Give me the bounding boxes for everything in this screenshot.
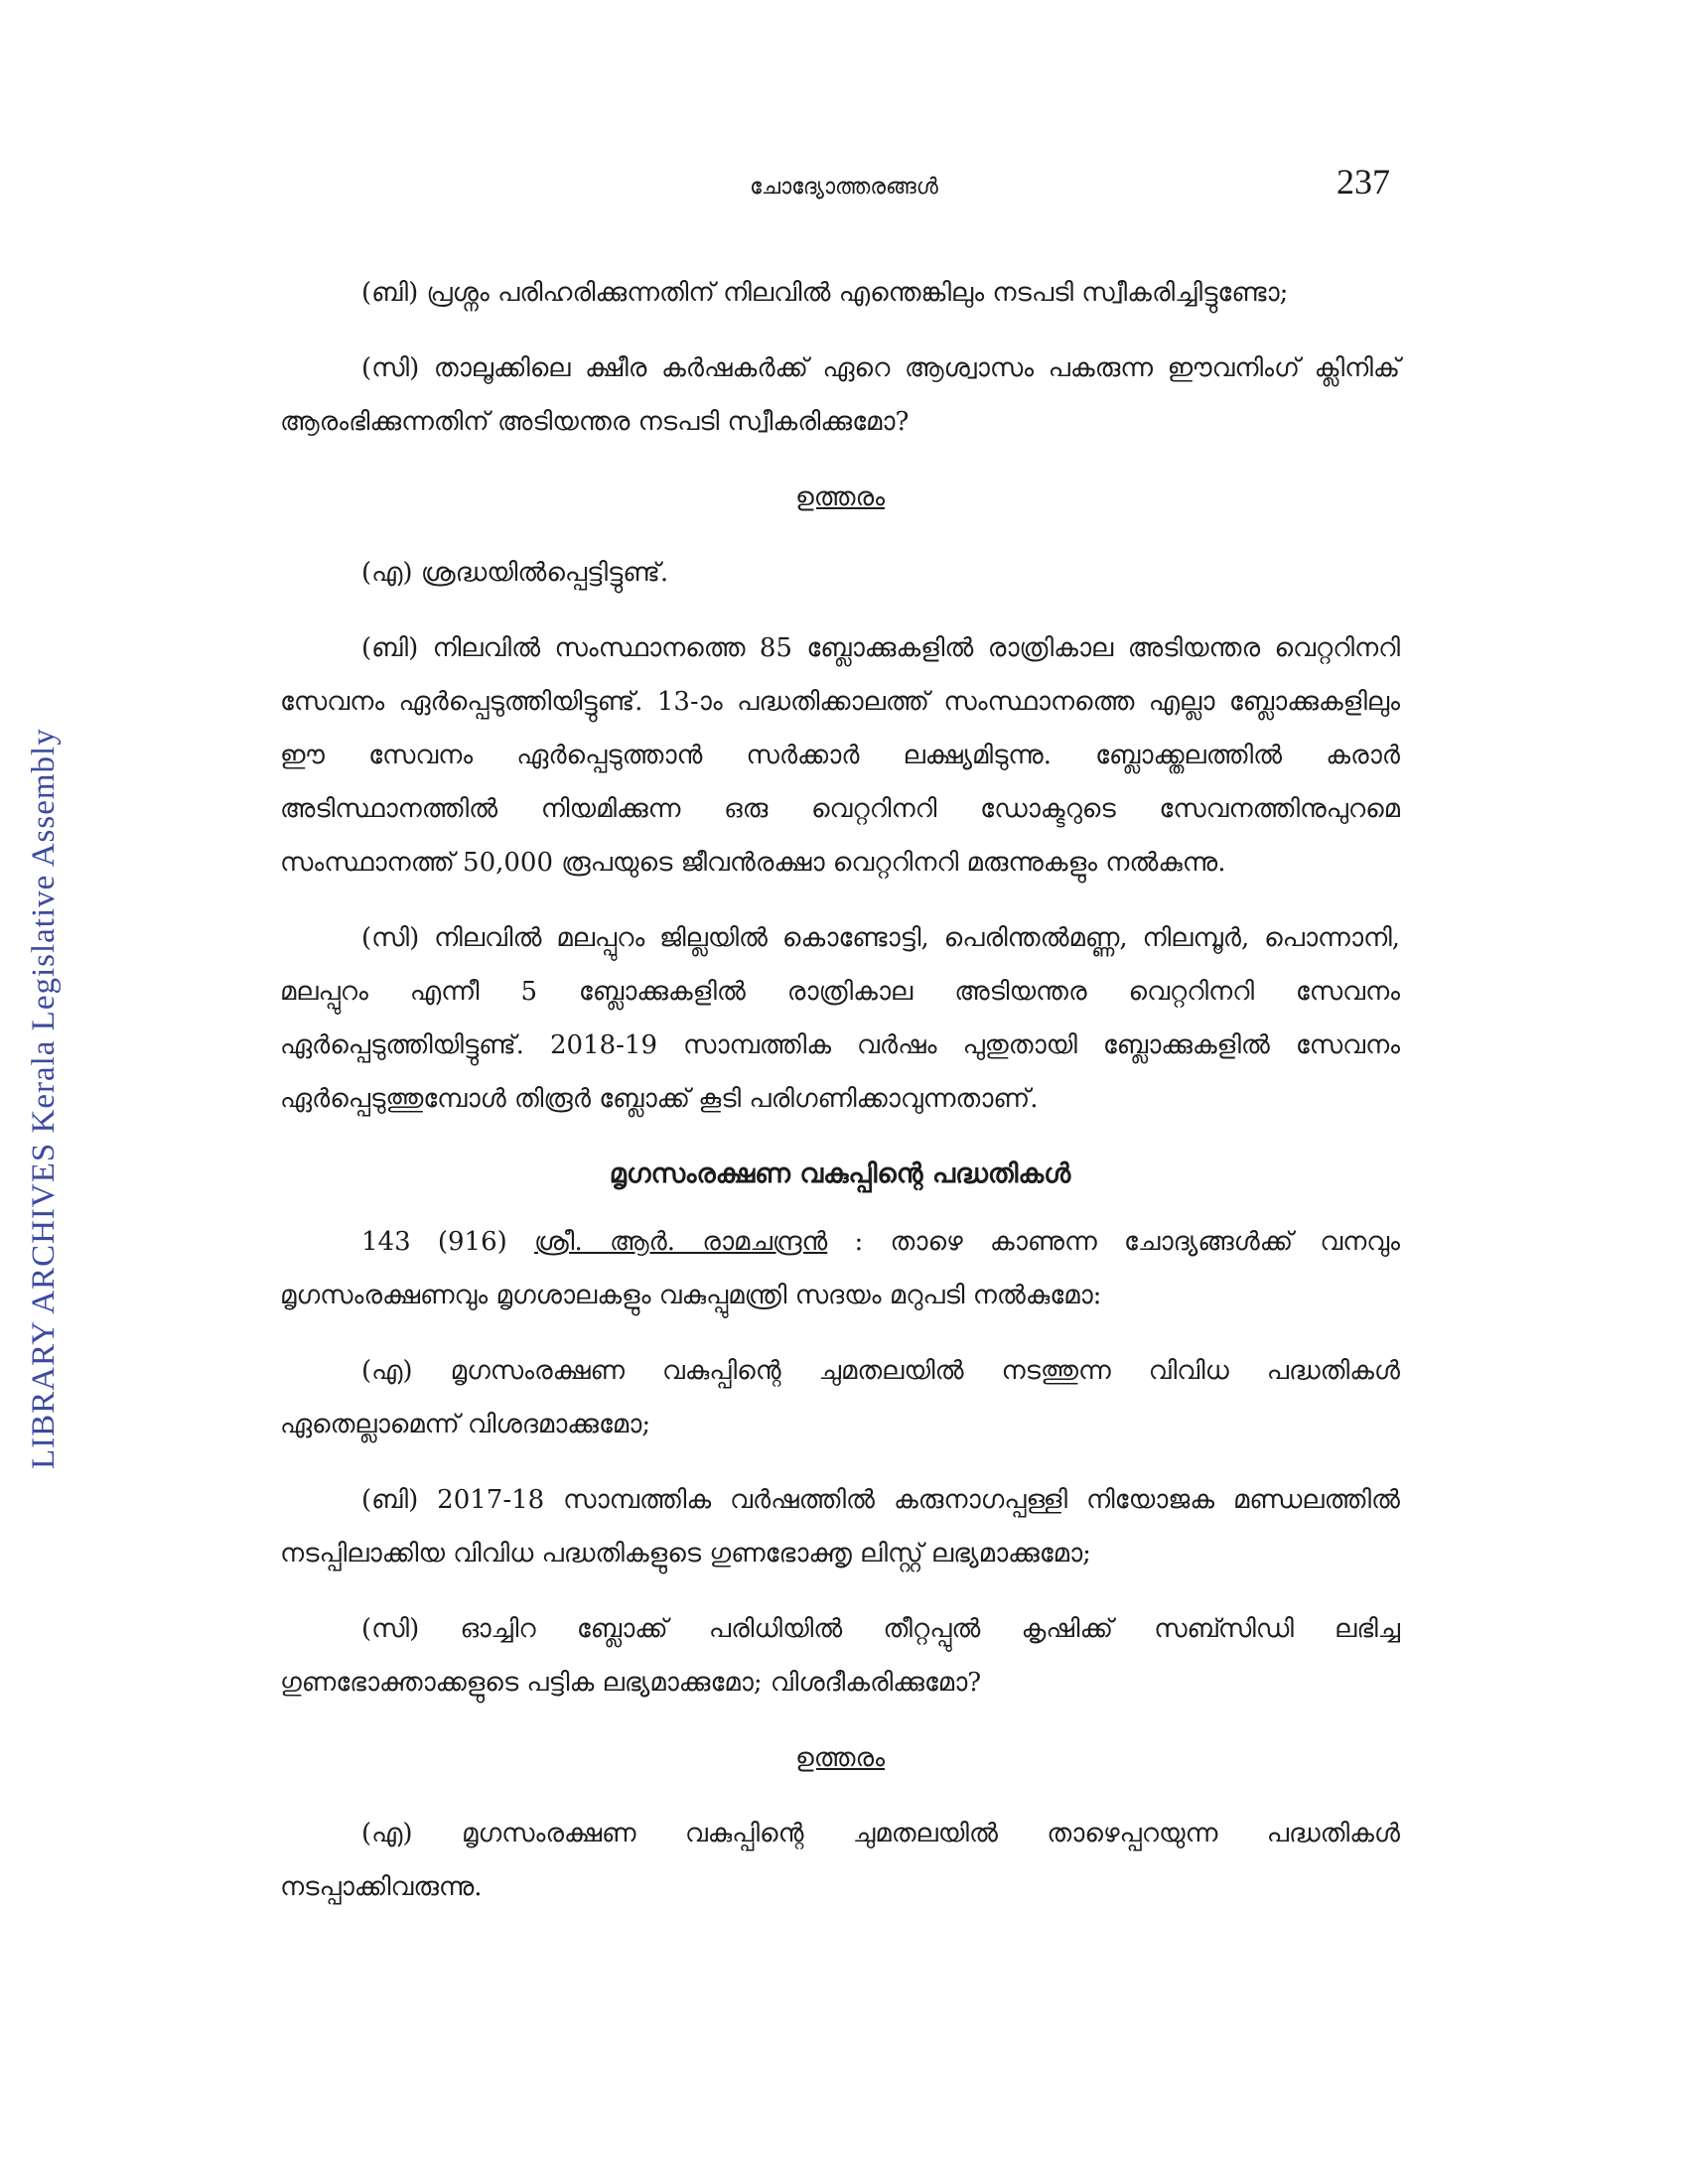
running-header: ചോദ്യോത്തരങ്ങൾ	[750, 175, 938, 200]
answer-c: (സി) നിലവിൽ മലപ്പുറം ജില്ലയിൽ കൊണ്ടോട്ടി, പെരിന്തൽമണ്ണ, നിലമ്പൂർ, പൊന്നാനി, മലപ്പുറം എന്നീ 5 ബ്ലോക്കുകളിൽ രാത്രികാല അടിയന്തര വെറ്ററിനറി സേവനം ഏർപ്പെടുത്തിയിട്ടുണ്ട്. 2018-19 സാമ്പത്തിക വർഷം പുതുതായി ബ്ലോക്കുകളിൽ സേവനം ഏർപ്പെടുത്തുമ്പോൾ തിരൂർ ബ്ലോക്ക് കൂടി പരിഗണിക്കാവുന്നതാണ്.	[280, 923, 1400, 1114]
answer-heading-2: ഉത്തരം	[795, 1743, 885, 1773]
answer-b: (ബി) നിലവിൽ സംസ്ഥാനത്തെ 85 ബ്ലോക്കുകളിൽ രാത്രികാല അടിയന്തര വെറ്ററിനറി സേവനം ഏർപ്പെടുത്തിയിട്ടുണ്ട്. 13-ാം പദ്ധതിക്കാലത്ത് സംസ്ഥാനത്തെ എല്ലാ ബ്ലോക്കുകളിലും ഈ സേവനം ഏർപ്പെടുത്താൻ സർക്കാർ ലക്ഷ്യമിടുന്നു. ബ്ലോക്ക്തലത്തിൽ കരാർ അടിസ്ഥാനത്തിൽ നിയമിക്കുന്ന ഒരു വെറ്ററിനറി ഡോക്ടറുടെ സേവനത്തിനുപുറമെ സംസ്ഥാനത്ത് 50,000 രൂപയുടെ ജീവൻരക്ഷാ വെറ്ററിനറി മരുന്നുകളും നൽകുന്നു.	[280, 633, 1400, 878]
question-number: 143 (916)	[361, 1227, 507, 1257]
question-143-b: (ബി) 2017-18 സാമ്പത്തിക വർഷത്തിൽ കരുനാഗപ്പള്ളി നിയോജക മണ്ഡലത്തിൽ നടപ്പിലാക്കിയ വിവിധ പദ്ധതികളുടെ ഗുണഭോക്തൃ ലിസ്റ്റ് ലഭ്യമാക്കുമോ;	[280, 1485, 1400, 1569]
section-title: മൃഗസംരക്ഷണ വകുപ്പിന്റെ പദ്ധതികൾ	[609, 1159, 1071, 1189]
question-143	[280, 1215, 1400, 1322]
question-143-c: (സി) ഓച്ചിറ ബ്ലോക്ക് പരിധിയിൽ തീറ്റപ്പുൽ കൃഷിക്ക് സബ്സിഡി ലഭിച്ച ഗുണഭോക്താക്കളുടെ പട്ടിക ലഭ്യമാക്കുമോ; വിശദീകരിക്കുമോ?	[280, 1614, 1400, 1698]
page-number: 237	[1336, 162, 1390, 202]
answer-a: (എ) ശ്രദ്ധയിൽപ്പെട്ടിട്ടുണ്ട്.	[361, 558, 669, 588]
answer-143-a: (എ) മൃഗസംരക്ഷണ വകുപ്പിന്റെ ചുമതലയിൽ താഴെപ്പറയുന്ന പദ്ധതികൾ നടപ്പാക്കിവരുന്നു.	[280, 1819, 1400, 1902]
member-name: ശ്രീ. ആർ. രാമചന്ദ്രൻ	[534, 1227, 828, 1257]
question-intro: : താഴെ കാണുന്ന ചോദ്യങ്ങൾക്ക് വനവും മൃഗസംരക്ഷണവും മൃഗശാലകളും വകുപ്പുമന്ത്രി സദയം മറുപടി നൽകുമോ:	[280, 1227, 1401, 1310]
archive-watermark: LIBRARY ARCHIVES Kerala Legislative Assembly	[26, 728, 62, 1469]
answer-heading: ഉത്തരം	[795, 482, 885, 512]
question-b: (ബി) പ്രശ്നം പരിഹരിക്കുന്നതിന് നിലവിൽ എന്തെങ്കിലും നടപടി സ്വീകരിച്ചിട്ടുണ്ടോ;	[361, 278, 1289, 308]
question-143-a: (എ) മൃഗസംരക്ഷണ വകുപ്പിന്റെ ചുമതലയിൽ നടത്തുന്ന വിവിധ പദ്ധതികൾ ഏതെല്ലാമെന്ന് വിശദമാക്കുമോ;	[280, 1356, 1400, 1439]
question-c: (സി) താലൂക്കിലെ ക്ഷീര കർഷകർക്ക് ഏറെ ആശ്വാസം പകരുന്ന ഈവനിംഗ് ക്ലിനിക് ആരംഭിക്കുന്നതിന് അടിയന്തര നടപടി സ്വീകരിക്കുമോ?	[280, 353, 1400, 437]
page-body	[280, 266, 1400, 1936]
